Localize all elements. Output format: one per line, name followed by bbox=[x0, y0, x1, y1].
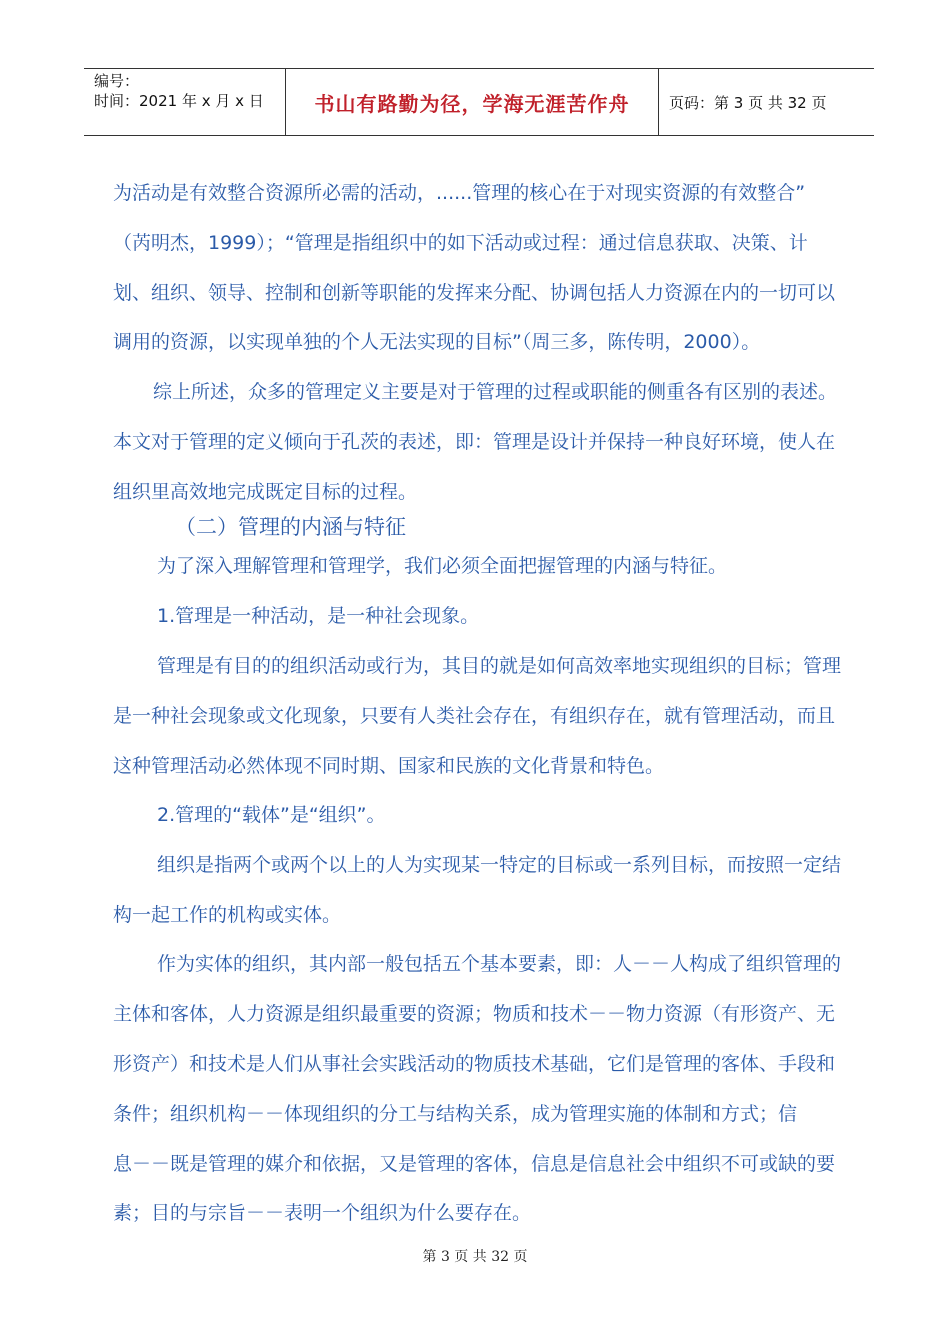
header-motto: 书山有路勤为径，学海无涯苦作舟 bbox=[314, 91, 630, 116]
paragraph-line: 组织是指两个或两个以上的人为实现某一特定的目标或一系列目标，而按照一定结 bbox=[157, 854, 842, 876]
doc-time-label: 时间：2021 年 x 月 x 日 bbox=[94, 92, 264, 110]
page-footer: 第 3 页 共 32 页 bbox=[422, 1249, 528, 1265]
paragraph-line: 本文对于管理的定义倾向于孔茨的表述，即：管理是设计并保持一种良好环境，使人在 bbox=[113, 431, 836, 453]
paragraph-line: 为活动是有效整合资源所必需的活动，......管理的核心在于对现实资源的有效整合” bbox=[113, 182, 806, 204]
paragraph-line: 管理是有目的的组织活动或行为，其目的就是如何高效率地实现组织的目标；管理 bbox=[157, 655, 842, 677]
header-motto-cell bbox=[286, 69, 659, 135]
paragraph-line: 调用的资源，以实现单独的个人无法实现的目标”（周三多，陈传明，2000）。 bbox=[113, 331, 761, 353]
numbered-point: 1.管理是一种活动，是一种社会现象。 bbox=[157, 605, 480, 627]
doc-number-label: 编号： bbox=[94, 72, 140, 90]
paragraph-line: 这种管理活动必然体现不同时期、国家和民族的文化背景和特色。 bbox=[113, 755, 665, 777]
paragraph-line: 为了深入理解管理和管理学，我们必须全面把握管理的内涵与特征。 bbox=[157, 555, 728, 577]
page-header bbox=[84, 68, 874, 136]
numbered-point: 2.管理的“载体”是“组织”。 bbox=[157, 804, 386, 826]
paragraph-line: 主体和客体，人力资源是组织最重要的资源；物质和技术－－物力资源（有形资产、无 bbox=[113, 1003, 836, 1025]
paragraph-line: 是一种社会现象或文化现象，只要有人类社会存在，有组织存在，就有管理活动，而且 bbox=[113, 705, 836, 727]
paragraph-line: 划、组织、领导、控制和创新等职能的发挥来分配、协调包括人力资源在内的一切可以 bbox=[113, 282, 836, 304]
header-left-cell bbox=[84, 69, 286, 135]
paragraph-line: 条件；组织机构－－体现组织的分工与结构关系，成为管理实施的体制和方式；信 bbox=[113, 1103, 798, 1125]
paragraph-line: 素；目的与宗旨－－表明一个组织为什么要存在。 bbox=[113, 1202, 532, 1224]
header-page-info: 页码：第 3 页 共 32 页 bbox=[669, 93, 827, 112]
paragraph-line: 组织里高效地完成既定目标的过程。 bbox=[113, 481, 418, 503]
paragraph-line: 作为实体的组织，其内部一般包括五个基本要素，即：人－－人构成了组织管理的 bbox=[157, 953, 842, 975]
paragraph-line: 综上所述，众多的管理定义主要是对于管理的过程或职能的侧重各有区别的表述。 bbox=[153, 381, 838, 403]
paragraph-line: 息－－既是管理的媒介和依据，又是管理的客体，信息是信息社会中组织不可或缺的要 bbox=[113, 1153, 836, 1175]
section-heading: （二）管理的内涵与特征 bbox=[175, 515, 406, 539]
paragraph-line: 形资产）和技术是人们从事社会实践活动的物质技术基础，它们是管理的客体、手段和 bbox=[113, 1053, 836, 1075]
paragraph-line: （芮明杰，1999）；“管理是指组织中的如下活动或过程：通过信息获取、决策、计 bbox=[113, 232, 808, 254]
paragraph-line: 构一起工作的机构或实体。 bbox=[113, 904, 342, 926]
header-page-cell bbox=[659, 69, 874, 135]
